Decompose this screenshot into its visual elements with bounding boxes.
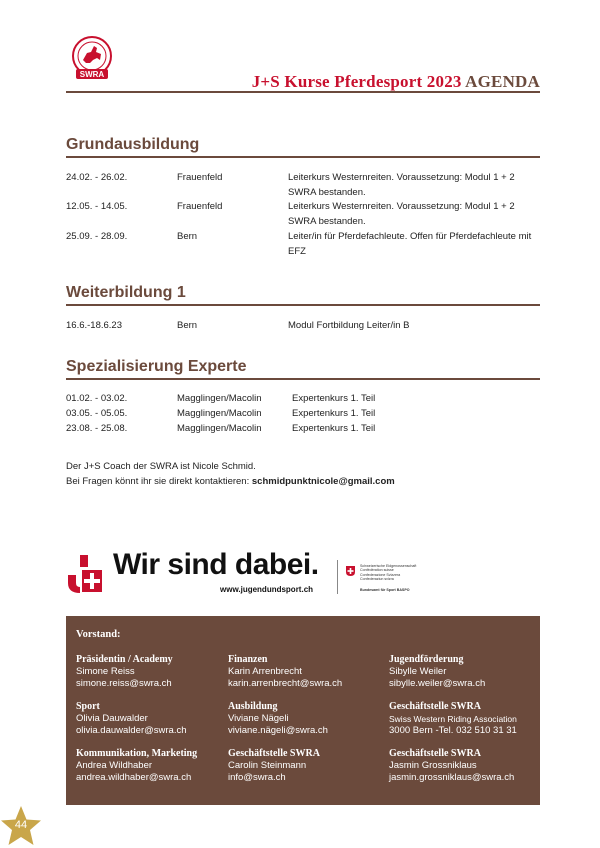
course-place: Frauenfeld [177, 172, 223, 183]
section-title-spezialisierung: Spezialisierung Experte [66, 358, 540, 380]
page-title-main: J+S Kurse Pferdesport 2023 [251, 72, 462, 91]
member-role: Präsidentin / Academy [76, 654, 173, 665]
member-role: Kommunikation, Marketing [76, 748, 198, 759]
course-date: 24.02. - 26.02. [66, 172, 128, 183]
banner-slogan: Wir sind dabei. [113, 548, 319, 581]
course-date: 25.09. - 28.09. [66, 231, 128, 242]
coach-contact [66, 459, 395, 489]
coach-line: Der J+S Coach der SWRA ist Nicole Schmid. [66, 461, 256, 472]
board-member [76, 701, 187, 737]
member-email-link[interactable]: sibylle.weiler@swra.ch [389, 678, 486, 689]
course-description: Leiterkurs Westernreiten. Voraussetzung: Modul 1 + 2 SWRA bestanden. [288, 172, 515, 198]
member-name: Olivia Dauwalder [76, 713, 148, 724]
course-date: 16.6.-18.6.23 [66, 320, 122, 331]
course-place: Magglingen/Macolin [177, 423, 262, 434]
course-place: Magglingen/Macolin [177, 393, 262, 404]
board-member [228, 701, 328, 737]
member-email-link[interactable]: andrea.wildhaber@swra.ch [76, 772, 192, 783]
course-date: 01.02. - 03.02. [66, 393, 128, 404]
baspo-text: Bundesamt für Sport BASPO [360, 588, 410, 592]
board-member [389, 654, 485, 690]
coach-email-link[interactable]: schmidpunktnicole@gmail.com [251, 476, 395, 487]
swiss-line: Confederazione Svizzera [360, 572, 401, 577]
member-email-link[interactable]: viviane.nägeli@swra.ch [228, 725, 328, 736]
section-title-grundausbildung: Grundausbildung [66, 136, 540, 158]
member-name: Carolin Steinmann [228, 760, 307, 771]
course-date: 12.05. - 14.05. [66, 201, 128, 212]
member-name: Andrea Wildhaber [76, 760, 153, 771]
member-name: Simone Reiss [76, 666, 135, 677]
member-role: Jugendförderung [389, 654, 464, 665]
member-email-link[interactable]: info@swra.ch [228, 772, 286, 783]
course-description: Modul Fortbildung Leiter/in B [288, 320, 410, 331]
course-description: Leiterkurs Westernreiten. Voraussetzung: Modul 1 + 2 SWRA bestanden. [288, 201, 515, 227]
course-description: Expertenkurs 1. Teil [292, 423, 376, 434]
member-role: Geschäftstelle SWRA [389, 748, 481, 759]
page-title-suffix: AGENDA [465, 72, 540, 91]
board-title: Vorstand: [76, 629, 121, 640]
header-divider [66, 91, 540, 93]
swiss-line: Confederaziun svizra [360, 577, 394, 582]
swiss-coat-of-arms-icon [346, 566, 355, 576]
page-title [252, 72, 540, 92]
contact-prefix: Bei Fragen könnt ihr sie direkt kontaktieren: [66, 476, 252, 487]
jugend-und-sport-logo-icon [66, 553, 102, 593]
member-email-link[interactable]: simone.reiss@swra.ch [76, 678, 172, 689]
board-member [389, 701, 517, 737]
member-name: Karin Arrenbrecht [228, 666, 302, 677]
banner-url-link[interactable]: www.jugendundsport.ch [220, 585, 314, 594]
course-place: Bern [177, 320, 198, 331]
member-role: Finanzen [228, 654, 268, 665]
course-description: Expertenkurs 1. Teil [292, 408, 376, 419]
course-date: 03.05. - 05.05. [66, 408, 128, 419]
member-role: Ausbildung [228, 701, 278, 712]
course-place: Magglingen/Macolin [177, 408, 262, 419]
swiss-line: Confédération suisse [360, 568, 394, 573]
member-role: Sport [76, 701, 100, 712]
association-name: Swiss Western Riding Association [389, 714, 517, 724]
board-box [66, 616, 540, 805]
member-email-link[interactable]: karin.arrenbrecht@swra.ch [228, 678, 343, 689]
swiss-confederation-text [360, 564, 440, 582]
swiss-line: Schweizerische Eidgenossenschaft [360, 564, 417, 568]
member-email-link[interactable]: olivia.dauwalder@swra.ch [76, 725, 187, 736]
svg-text:SWRA: SWRA [79, 70, 105, 79]
member-email-link[interactable]: jasmin.grossniklaus@swra.ch [389, 772, 515, 783]
member-name: Jasmin Grossniklaus [389, 760, 477, 771]
member-role: Geschäftstelle SWRA [228, 748, 320, 759]
banner-divider [337, 560, 338, 594]
member-name: Sibylle Weiler [389, 666, 447, 677]
page-number: 44 [14, 819, 28, 831]
swra-logo-icon [66, 36, 118, 84]
board-member [76, 748, 197, 784]
board-member [389, 748, 514, 784]
course-description: Leiter/in für Pferdefachleute. Offen für Pferdefachleute mit EFZ [288, 231, 532, 257]
member-name: Viviane Nägeli [228, 713, 289, 724]
course-place: Frauenfeld [177, 201, 223, 212]
member-role: Geschäftstelle SWRA [389, 701, 481, 712]
association-address: 3000 Bern -Tel. 032 510 31 31 [389, 725, 517, 736]
section-title-weiterbildung: Weiterbildung 1 [66, 284, 540, 306]
course-place: Bern [177, 231, 198, 242]
contact-line [66, 474, 395, 489]
course-description: Expertenkurs 1. Teil [292, 393, 376, 404]
course-date: 23.08. - 25.08. [66, 423, 128, 434]
board-member [228, 654, 342, 690]
board-member [228, 748, 320, 784]
board-member [76, 654, 173, 690]
